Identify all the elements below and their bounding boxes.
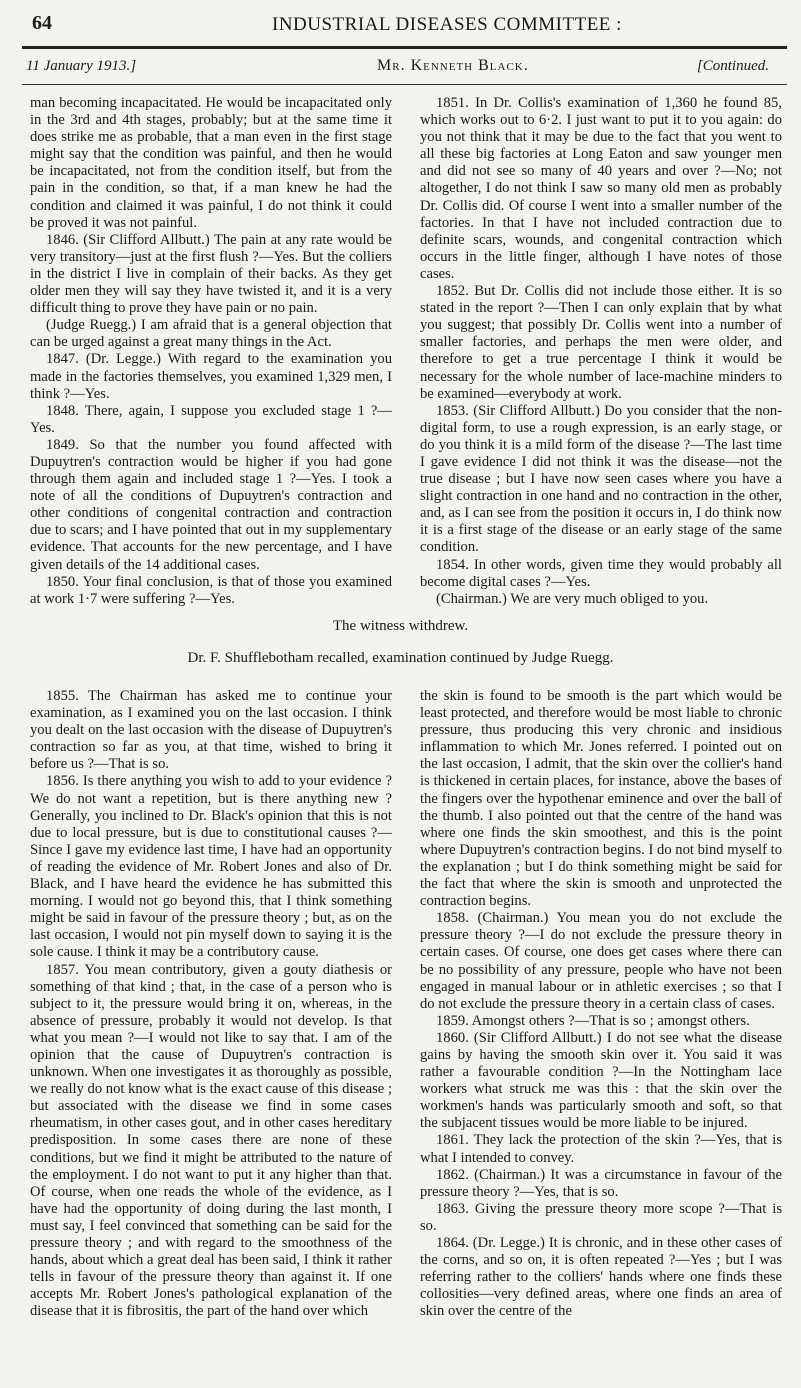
sub-header: [22, 54, 787, 82]
paragraph: 1847. (Dr. Legge.) With regard to the examination you made in the factories themselves, you examined 1,329 men, I think ?—Yes.: [30, 351, 392, 402]
paragraph: 1851. In Dr. Collis's examination of 1,360 he found 85, which works out to 6·2. I just want to put it to you again: do you not think that it may be due to the fact that you went to all these big factories at Long Eaton and saw younger men and did not see so many of 40 years and over ?—No; not altogether, I do not think I saw so many old men as probably Dr. Collis did. Of course I went into a smaller number of the factories. In that I have not included contraction due to definite scars, wounds, and congenital contraction which occurs in the little finger, although I have notes of those cases.: [420, 95, 782, 282]
section1-right-column: [420, 95, 782, 608]
paragraph: man becoming incapacitated. He would be incapacitated only in the 3rd and 4th stages, probably; but at the same time it does strike me as probable, that a man even in the first stage might say that the condition was painful, and then he would be incapacitated, not from the condition itself, but from the pain in the condition, so that, if a man knew he had the condition and claimed it was painful, I do not think it could be proved it was not painful.: [30, 95, 392, 231]
running-title: INDUSTRIAL DISEASES COMMITTEE :: [272, 14, 622, 35]
paragraph: 1861. They lack the protection of the skin ?—Yes, that is what I intended to convey.: [420, 1132, 782, 1166]
paragraph: 1849. So that the number you found affected with Dupuytren's contraction would be higher if you had gone through them again and included stage 1 ?—Yes. I took a note of all the conditions of Dupuytren's contraction and other conditions of congenital contraction and contraction due to scars; and I have pointed that out in my supplementary evidence. That accounts for the new percentage, and I have given details of the 14 additional cases.: [30, 436, 392, 573]
witness-withdrew-line: The witness withdrew.: [332, 618, 469, 634]
paragraph: 1857. You mean contributory, given a gouty diathesis or something of that kind ; that, in the case of a person who is subject to it, the pressure would bring it on, whereas, in the absence of pressure, probably it would not develop. Is that what you mean ?—I would not like to say that. I am of the opinion that the cause of Dupuytren's contraction is unknown. When one investigates it as thoroughly as possible, we really do not know what is the exact cause of this disease ; but associated with the disease we find in some cases rheumatism, in other cases gout, and in other cases hereditary predisposition. In some cases there are none of these conditions, but we find it might be attributed to the nature of the employment. I do not want to put it any higher than that. Of course, when one reads the whole of the evidence, as I have had the opportunity of doing during the last month, I must say, I feel convinced that something can be said for the pressure theory ; and with regard to the smoothness of the hands, about which a great deal has been said, I think it rather tells in favour of the pressure theory than against it. If one accepts Mr. Robert Jones's pathological explanation of the disease that it is fibrositis, the part of the hand over which: [30, 961, 392, 1320]
paragraph: 1860. (Sir Clifford Allbutt.) I do not see what the disease gains by having the smooth skin over it. You said it was rather a favourable condition ?—In the Nottingham lace workers what struck me was this : that the skin over the workmen's hands was particularly smooth and soft, so that the subjacent tissues would be more liable to be injured.: [420, 1029, 782, 1132]
paragraph: 1850. Your final conclusion, is that of those you examined at work 1·7 were suffering ?—Yes.: [30, 573, 392, 607]
paragraph: 1852. But Dr. Collis did not include those either. It is so stated in the report ?—Then I can only explain that by what you suggest; that possibly Dr. Collis went into a number of smaller factories, and perhaps the men were older, and therefore to get a true percentage I think it would be necessary for the whole number of lace-machine minders to be examined—everybody at work.: [420, 283, 782, 402]
page-number: 64: [32, 12, 52, 34]
paragraph: (Chairman.) We are very much obliged to you.: [436, 590, 709, 607]
section2-left-column: [30, 688, 392, 1320]
paragraph: 1864. (Dr. Legge.) It is chronic, and in these other cases of the corns, and so on, it is often repeated ?—Yes ; but I was referring rather to the colliers' hands where one finds these collosities—very defined areas, where one finds an area of skin over the centre of the: [420, 1235, 782, 1320]
paragraph: the skin is found to be smooth is the part which would be least protected, and therefore would be most liable to chronic pressure, thus producing this very chronic and insidious inflammation to which Mr. Jones referred. I pointed out on the last occasion, I admit, that the skin over the collier's hand is thickened in certain places, for instance, above the bases of the fingers over the hypothenar eminence and over the ball of the thumb. I also pointed out that the centre of the hand was where one finds the skin smoothest, and this is the point where Dupuytren's contraction begins. I do not bind myself to the explanation ; but I do think something might be said for the fact that where the skin is smooth and unprotected the contraction begins.: [420, 688, 782, 910]
paragraph: 1859. Amongst others ?—That is so ; amongst others.: [436, 1012, 750, 1029]
sub-header-rule: [22, 84, 787, 85]
paragraph: 1848. There, again, I suppose you excluded stage 1 ?—Yes.: [30, 402, 392, 436]
paragraph: (Judge Ruegg.) I am afraid that is a general objection that can be urged against a great many things in the Act.: [30, 317, 392, 351]
paragraph: 1855. The Chairman has asked me to continue your examination, as I examined you on the last occasion. I think you dealt on the last occasion with the disease of Dupuytren's contraction so far as you, at that time, wished to bring it before us ?—That is so.: [30, 688, 392, 773]
section1-left-column: [30, 95, 392, 608]
continued-label: [Continued.: [696, 58, 769, 74]
paragraph: 1846. (Sir Clifford Allbutt.) The pain at any rate would be very transitory—just at the first flush ?—Yes. But the colliers in the district I live in complain of their backs. As they get older men they will say they have twisted it, and it is a very difficult thing to prove they have pain or no pain.: [30, 231, 392, 317]
page-header: [22, 6, 787, 40]
header-rule: [22, 46, 787, 49]
paragraph: 1863. Giving the pressure theory more scope ?—That is so.: [420, 1200, 782, 1234]
section2-right-column: [420, 688, 782, 1320]
paragraph: 1858. (Chairman.) You mean you do not exclude the pressure theory ?—I do not exclude the pressure theory in certain cases. Of course, one does get cases where there can be no possibility of any pressure, people who have not been engaged in manual labour or in athletic exercises ; so that I do not exclude the pressure theory in a certain class of cases.: [420, 910, 782, 1012]
witness-name: Mr. Kenneth Black.: [377, 57, 529, 74]
paragraph: 1856. Is there anything you wish to add to your evidence ? We do not want a repetition, but is there anything new ? Generally, you inclined to Dr. Black's opinion that this is not due to local pressure, but is due to constitutional causes ?—Since I gave my evidence last time, I have had an opportunity of reading the evidence of Mr. Robert Jones and also of Dr. Black, and I have heard the evidence he has submitted this morning. I would not go beyond this, that I think something might be said in favour of the pressure theory ; but, as on the last occasion, I would not pin myself down to saying it is the sole cause. I think it may be a contributory cause.: [30, 773, 392, 961]
paragraph: 1854. In other words, given time they would probably all become digital cases ?—Yes.: [420, 556, 782, 590]
paragraph: 1853. (Sir Clifford Allbutt.) Do you consider that the non-digital form, to use a rough expression, is an early stage, or do you think it is a mild form of the disease ?—The last time I gave evidence I did not think it was the disease—not the true disease ; but I have now seen cases where you have a slight contraction in one hand and no contraction in the other, and, as I can see from the position it occurs in, I do think now it is a first stage of the disease or an early stage of the same condition.: [420, 402, 782, 556]
recalled-line: Dr. F. Shufflebotham recalled, examination continued by Judge Ruegg.: [187, 650, 614, 666]
session-date: 11 January 1913.]: [26, 58, 137, 74]
paragraph: 1862. (Chairman.) It was a circumstance in favour of the pressure theory ?—Yes, that is so.: [420, 1166, 782, 1200]
